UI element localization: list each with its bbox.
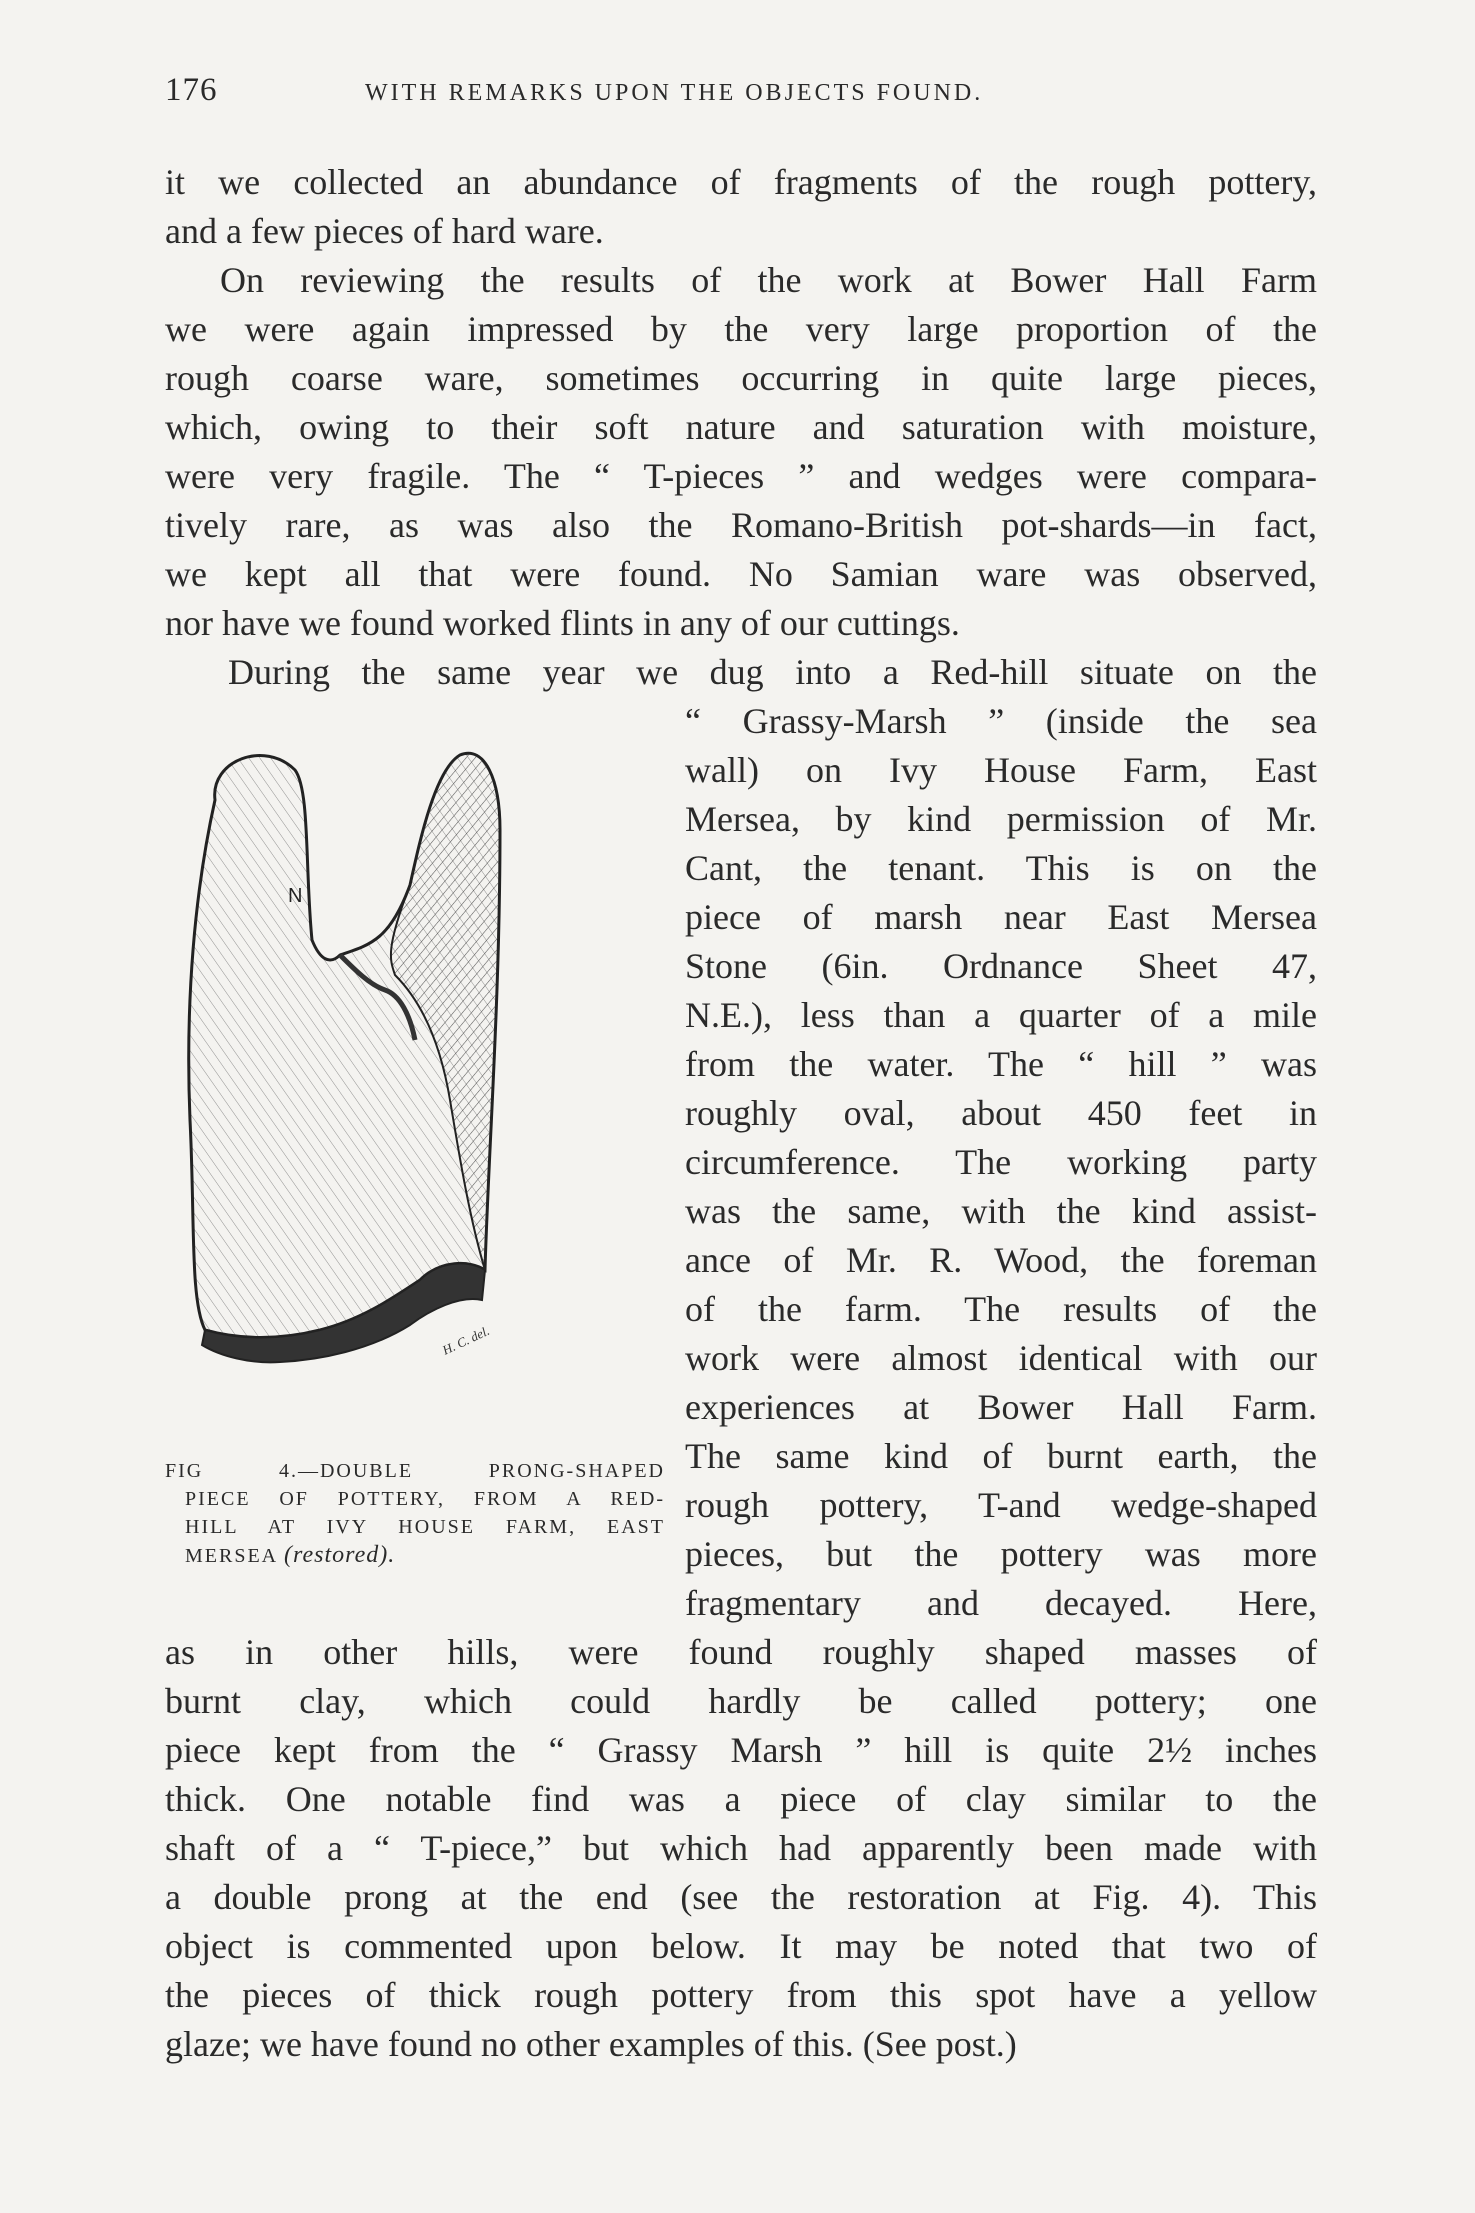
- text-line: were very fragile. The “ T-pieces ” and wedges were compara-: [165, 456, 1317, 496]
- text-line: experiences at Bower Hall Farm.: [685, 1387, 1317, 1427]
- caption-text: MERSEA: [185, 1545, 278, 1567]
- caption-text: PIECE OF POTTERY, FROM A RED-: [185, 1488, 665, 1510]
- text-line: object is commented upon below. It may be noted that two of: [165, 1926, 1317, 1966]
- text-line: was the same, with the kind assist-: [685, 1191, 1317, 1231]
- running-title: WITH REMARKS UPON THE OBJECTS FOUND.: [365, 80, 984, 106]
- text-line: piece of marsh near East Mersea: [685, 897, 1317, 937]
- text-line: it we collected an abundance of fragments of the rough pottery,: [165, 162, 1317, 202]
- text-line: we kept all that were found. No Samian ware was observed,: [165, 554, 1317, 594]
- text-line: rough pottery, T-and wedge-shaped: [685, 1485, 1317, 1525]
- text-line: from the water. The “ hill ” was: [685, 1044, 1317, 1084]
- text-line: ance of Mr. R. Wood, the foreman: [685, 1240, 1317, 1280]
- text-line: “ Grassy-Marsh ” (inside the sea: [685, 701, 1317, 741]
- caption-text: HILL AT IVY HOUSE FARM, EAST: [185, 1516, 665, 1538]
- text-line: a double prong at the end (see the restoration at Fig. 4). This: [165, 1877, 1317, 1917]
- figure-signature: H. C. del.: [439, 1322, 492, 1358]
- caption-italic: (restored).: [284, 1542, 396, 1568]
- pottery-figure-illustration: [170, 740, 630, 1420]
- page-number: 176: [165, 72, 218, 108]
- text-line: Stone (6in. Ordnance Sheet 47,: [685, 946, 1317, 986]
- text-line: and a few pieces of hard ware.: [165, 211, 604, 251]
- caption-line: [185, 1542, 665, 1570]
- caption-line: [165, 1458, 665, 1485]
- text-line: as in other hills, were found roughly shaped masses of: [165, 1632, 1317, 1672]
- text-line: nor have we found worked flints in any of our cuttings.: [165, 603, 960, 643]
- text-line: of the farm. The results of the: [685, 1289, 1317, 1329]
- text-line: tively rare, as was also the Romano-British pot-shards—in fact,: [165, 505, 1317, 545]
- text-line: roughly oval, about 450 feet in: [685, 1093, 1317, 1133]
- text-line: The same kind of burnt earth, the: [685, 1436, 1317, 1476]
- text-line: wall) on Ivy House Farm, East: [685, 750, 1317, 790]
- figure-label-n: N: [288, 885, 303, 907]
- text-line: fragmentary and decayed. Here,: [685, 1583, 1317, 1623]
- text-line: burnt clay, which could hardly be called pottery; one: [165, 1681, 1317, 1721]
- text-line: thick. One notable find was a piece of clay similar to the: [165, 1779, 1317, 1819]
- text-line: glaze; we have found no other examples of this. (See post.): [165, 2024, 1017, 2064]
- text-line: work were almost identical with our: [685, 1338, 1317, 1378]
- text-line: circumference. The working party: [685, 1142, 1317, 1182]
- caption-text: FIG 4.—DOUBLE PRONG-SHAPED: [165, 1460, 665, 1482]
- text-line: pieces, but the pottery was more: [685, 1534, 1317, 1574]
- text-line: On reviewing the results of the work at Bower Hall Farm: [220, 260, 1317, 300]
- page-header: [165, 72, 1330, 122]
- text-line: Mersea, by kind permission of Mr.: [685, 799, 1317, 839]
- caption-line: [185, 1514, 665, 1541]
- text-line: which, owing to their soft nature and saturation with moisture,: [165, 407, 1317, 447]
- text-line: shaft of a “ T-piece,” but which had apparently been made with: [165, 1828, 1317, 1868]
- text-line: Cant, the tenant. This is on the: [685, 848, 1317, 888]
- text-line: piece kept from the “ Grassy Marsh ” hill is quite 2½ inches: [165, 1730, 1317, 1770]
- text-line: During the same year we dug into a Red-hill situate on the: [228, 652, 1317, 692]
- caption-line: [185, 1486, 665, 1513]
- text-line: the pieces of thick rough pottery from this spot have a yellow: [165, 1975, 1317, 2015]
- text-line: rough coarse ware, sometimes occurring in quite large pieces,: [165, 358, 1317, 398]
- text-line: we were again impressed by the very large proportion of the: [165, 309, 1317, 349]
- text-line: N.E.), less than a quarter of a mile: [685, 995, 1317, 1035]
